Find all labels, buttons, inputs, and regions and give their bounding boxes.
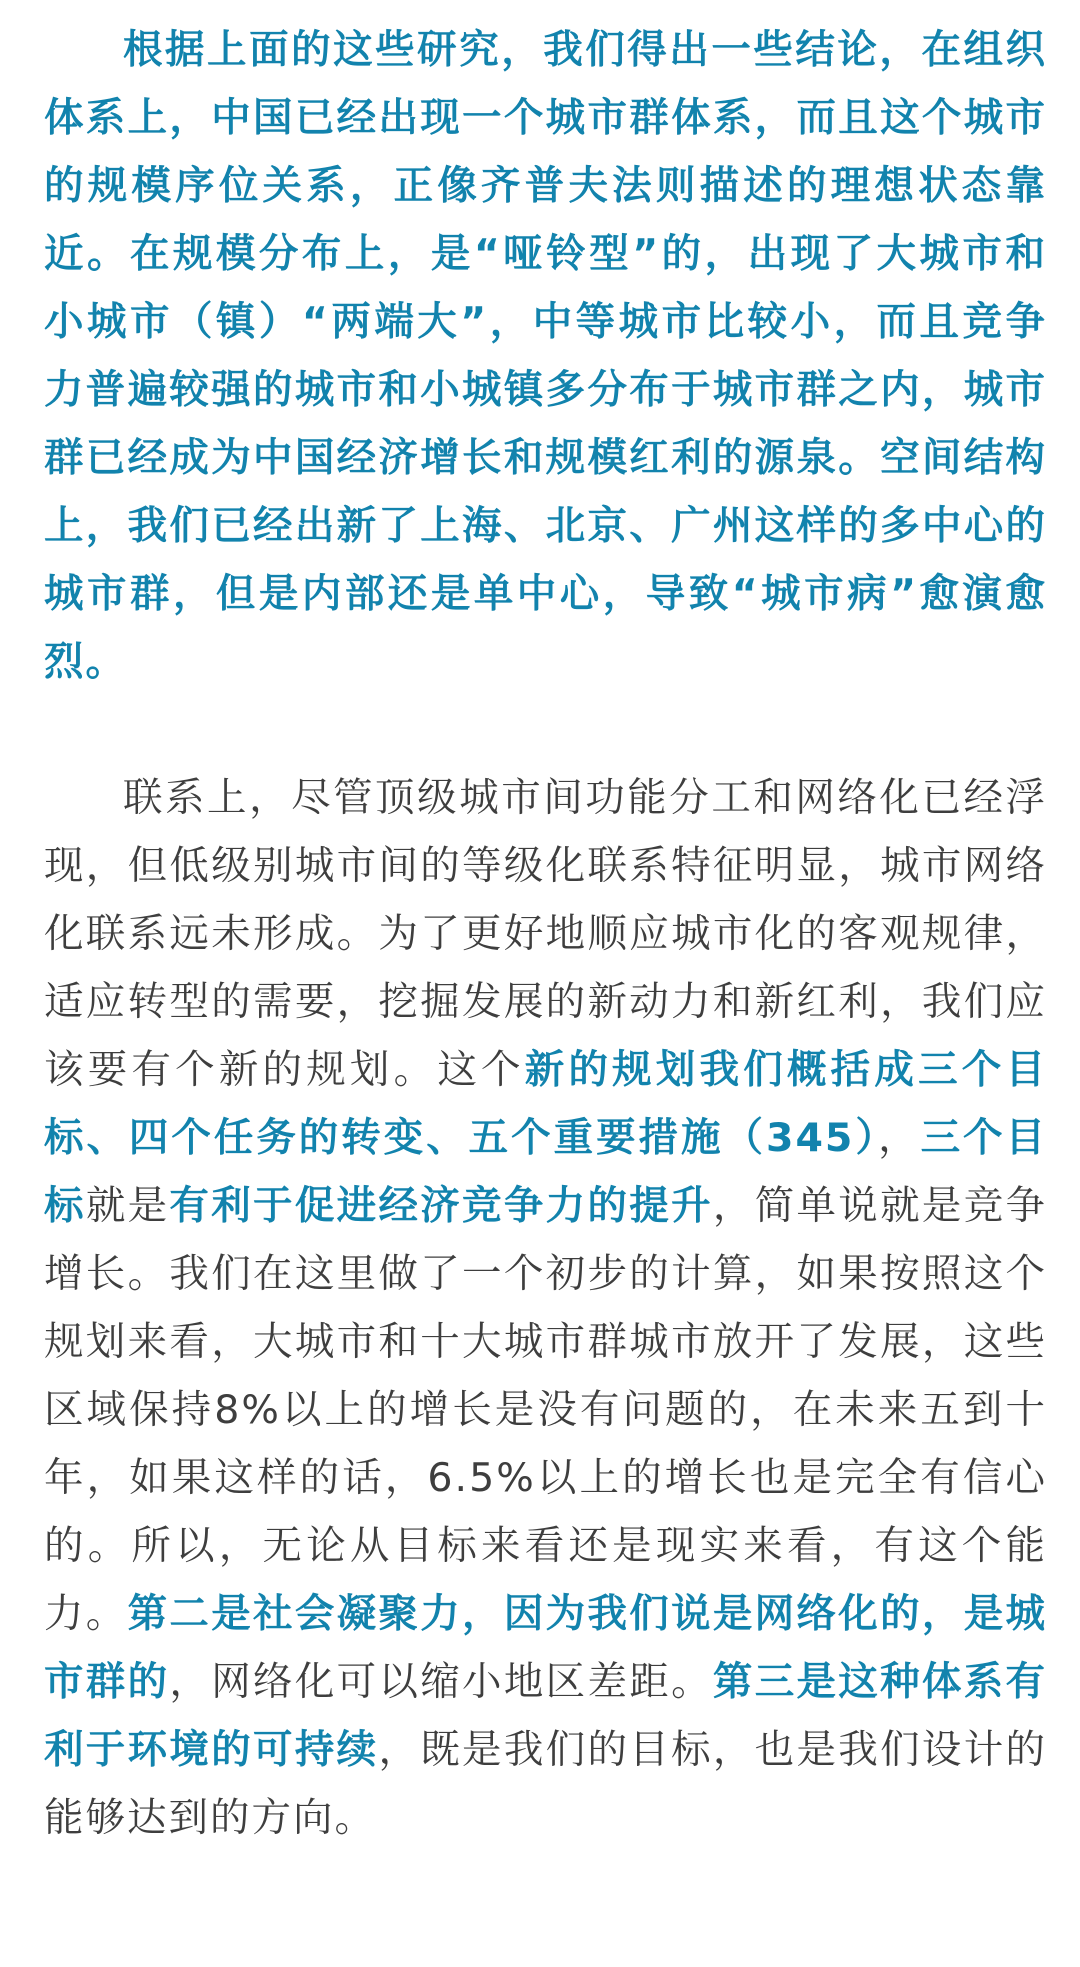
article-body: [44, 16, 1047, 1852]
paragraph-planning: [44, 764, 1047, 1852]
body-text: 就是: [85, 1183, 170, 1229]
body-text: ，网络化可以缩小地区差距。: [169, 1659, 713, 1705]
paragraph-conclusions: [44, 16, 1047, 696]
highlighted-text: 三个目标: [44, 1115, 1048, 1229]
highlighted-text: 根据上面的这些研究，我们得出一些结论，在组织体系上，中国已经出现一个城市群体系，而且这个城市的规模序位关系，正像齐普夫法则描述的理想状态靠近。在规模分布上，是“哑铃型”的，出现了大城市和小城市（镇）“两端大”，中等城市比较小，而且竞争力普遍较强的城市和小城镇多分布于城市群之内，城市群已经成为中国经济增长和规模红利的源泉。空间结构上，我们已经出新了上海、北京、广州这样的多中心的城市群，但是内部还是单中心，导致“城市病”愈演愈烈。: [44, 27, 1047, 685]
highlighted-text: 有利于促进经济竞争力的提升: [169, 1183, 713, 1229]
highlighted-text: 第二是社会凝聚力，因为我们说是网络化的，是城市群的: [44, 1591, 1048, 1705]
body-text: ，简单说就是竞争增长。我们在这里做了一个初步的计算，如果按照这个规划来看，大城市和十大城市群城市放开了发展，这些区域保持8%以上的增长是没有问题的，在未来五到十年，如果这样的话，6.5%以上的增长也是完全有信心的。所以，无论从目标来看还是现实来看，有这个能力。: [44, 1183, 1048, 1637]
highlighted-text: 第三是这种体系有利于环境的可持续: [44, 1659, 1048, 1773]
body-text: ，既是我们的目标，也是我们设计的能够达到的方向。: [44, 1727, 1048, 1841]
body-text: ，: [878, 1115, 921, 1161]
body-text: 联系上，尽管顶级城市间功能分工和网络化已经浮现，但低级别城市间的等级化联系特征明显，城市网络化联系远未形成。为了更好地顺应城市化的客观规律，适应转型的需要，挖掘发展的新动力和新红利，我们应该要有个新的规划。这个: [44, 775, 1047, 1093]
highlighted-text: 新的规划我们概括成三个目标、四个任务的转变、五个重要措施（345）: [44, 1047, 1047, 1161]
